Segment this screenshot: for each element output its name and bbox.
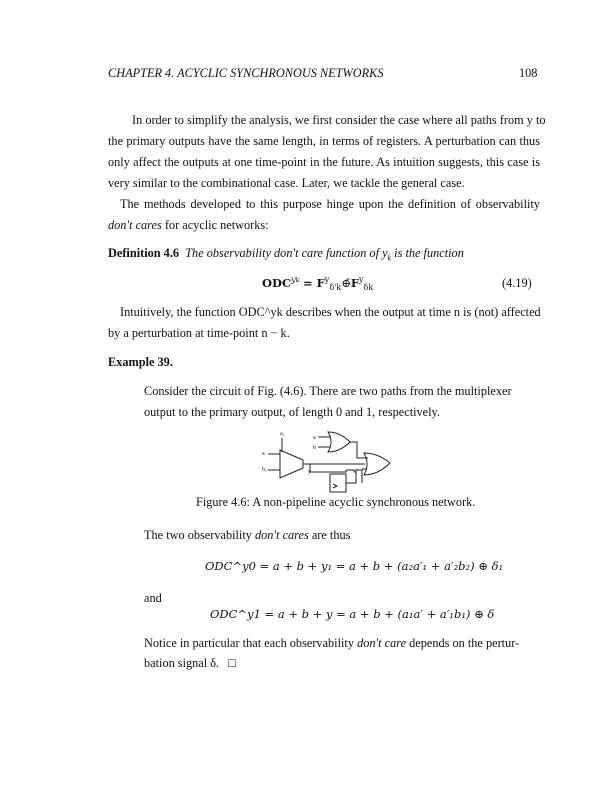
circuit-figure	[250, 425, 410, 495]
para4-line: output to the primary output, of length 0 and 1, respectively.	[144, 405, 440, 419]
label-y: y	[308, 469, 311, 475]
para1-line: In order to simplify the analysis, we first consider the case where all paths from y to	[132, 113, 546, 127]
para2-line: The methods developed to this purpose hinge upon the definition of observability	[120, 197, 540, 211]
para1-line: only affect the outputs at one time-point in the future. As intuition suggests, this case is	[108, 155, 540, 169]
label-or-a: a	[313, 435, 316, 441]
eq-lhs: ODC	[262, 275, 292, 290]
or-gate-1	[328, 432, 350, 452]
label-a1: a₁	[280, 431, 285, 437]
text: for acyclic networks:	[161, 218, 269, 232]
figure-caption: Figure 4.6: A non-pipeline acyclic synchronous network.	[196, 495, 476, 509]
example-label: Example 39.	[108, 355, 173, 369]
label-b1: b₁	[262, 467, 268, 473]
xnor-op: ⊕̄	[341, 275, 351, 290]
label-or-b: b	[313, 445, 316, 451]
definition	[108, 246, 464, 262]
equation-4-19	[262, 275, 373, 292]
emphasis: don't cares	[255, 528, 309, 542]
emphasis: don't care	[357, 636, 407, 650]
para1-line: very similar to the combinational case. Later, we tackle the general case.	[108, 176, 465, 190]
running-header: CHAPTER 4. ACYCLIC SYNCHRONOUS NETWORKS	[108, 66, 384, 80]
para6-line	[144, 656, 236, 671]
text: are thus	[308, 528, 351, 542]
equation-odc-y0: ODC^y0 = a + b + y₁ = a + b + (a₂a′₁ + a′₂b₂) ⊕ δ₁	[205, 559, 504, 573]
sup: y	[324, 275, 330, 284]
para2-line	[108, 218, 269, 233]
eq-rhs: = F	[302, 275, 325, 290]
sub: δk	[363, 283, 374, 293]
emphasis: don't cares	[108, 218, 162, 232]
para3-line: Intuitively, the function ODC^yk describes when the output at time n is (not) affected	[120, 305, 541, 319]
register	[330, 474, 346, 492]
equation-odc-y1: ODC^y1 = a + b + y = a + b + (a₁a′ + a′₁b₁) ⊕ δ	[210, 607, 495, 621]
label-a: a	[262, 451, 265, 457]
or-gate-2	[364, 453, 390, 475]
para3-line: by a perturbation at time-point n − k.	[108, 326, 290, 340]
text: The two observability	[144, 528, 255, 542]
page-number: 108	[519, 66, 538, 80]
subscript: k	[387, 253, 392, 263]
definition-text: is the function	[391, 246, 464, 260]
para1-line: the primary outputs have the same length, in terms of registers. A perturbation can thus	[108, 134, 540, 148]
text: Notice in particular that each observability	[144, 636, 358, 650]
multiplexer	[280, 450, 303, 478]
equation-number: (4.19)	[502, 276, 532, 290]
sup: k	[295, 277, 300, 284]
text: bation signal δ.	[144, 656, 220, 670]
and-text: and	[144, 591, 162, 605]
eq-f: F	[350, 275, 360, 290]
qed-symbol: □	[228, 656, 236, 670]
sub: δ'k	[329, 283, 342, 293]
sup: y	[359, 275, 364, 284]
sup: y	[291, 275, 296, 284]
definition-text: The observability don't care function of y	[185, 246, 388, 260]
para6-line	[144, 636, 520, 651]
para5	[144, 528, 350, 543]
text: depends on the pertur-	[406, 636, 520, 650]
para4-line: Consider the circuit of Fig. (4.6). There are two paths from the multiplexer	[144, 384, 512, 398]
definition-label: Definition 4.6	[108, 246, 180, 260]
